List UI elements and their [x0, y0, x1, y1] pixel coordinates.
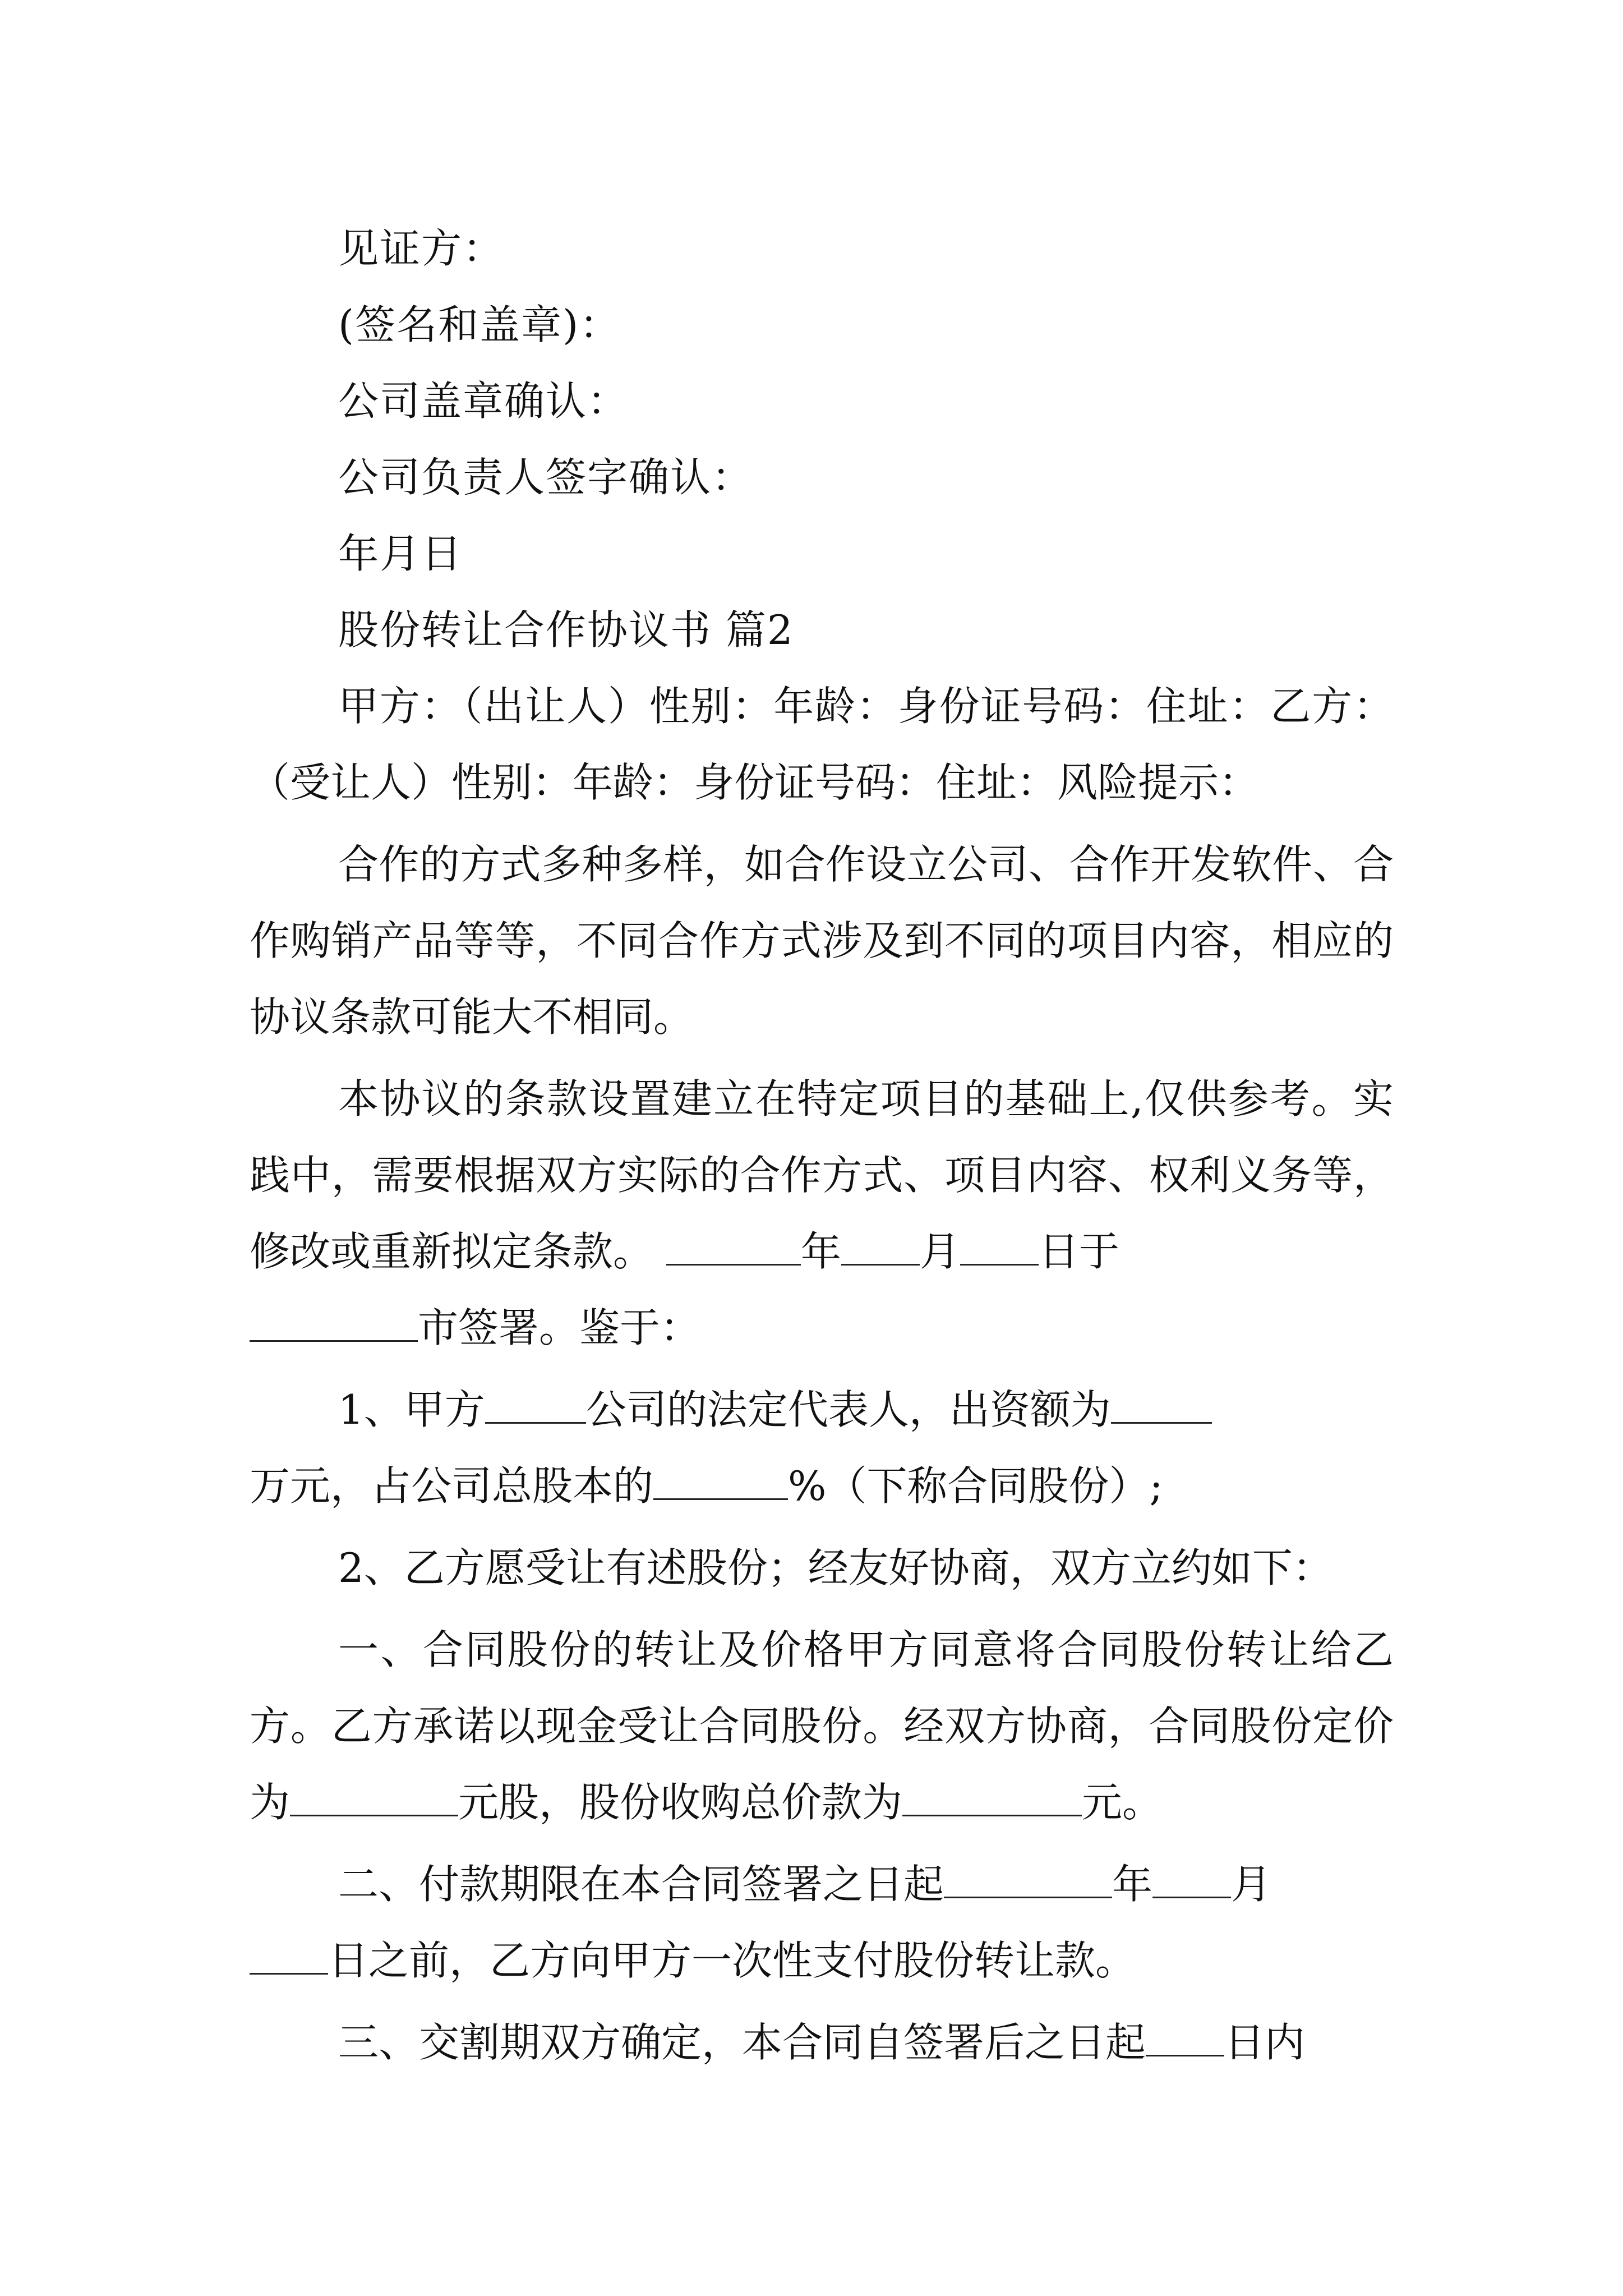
article-2-b: 年: [1112, 1861, 1153, 1908]
signature-seal-label: (签名和盖章)：: [338, 301, 621, 348]
city-signed-text: 市签署。鉴于：: [418, 1304, 701, 1351]
clause-1-c: 万元，占公司总股本的: [250, 1462, 654, 1510]
article-3-paragraph: [250, 2004, 1394, 2081]
capital-blank: [1111, 1383, 1212, 1424]
delivery-days-blank: [1146, 2016, 1224, 2056]
month-text: 月: [919, 1228, 960, 1275]
parties-paragraph: 甲方：（出让人）性别：年龄：身份证号码：住址：乙方：（受让人）性别：年龄：身份证号码：住址：风险提示：: [250, 683, 1394, 806]
section-title: 股份转让合作协议书 篇2: [338, 606, 794, 654]
price-per-share-blank: [290, 1775, 458, 1816]
payment-day-blank: [250, 1934, 328, 1975]
article-2-c: 月: [1231, 1861, 1272, 1908]
date-label: 年月日: [338, 530, 463, 577]
article-2-d: 日之前，乙方向甲方一次性支付股份转让款。: [328, 1937, 1136, 1984]
reference-text: 本协议的条款设置建立在特定项目的基础上,仅供参考。实践中，需要根据双方实际的合作方式、项目内容、权利义务等，修改或重新拟定条款。: [250, 1075, 1394, 1275]
article-2-paragraph: [250, 1846, 1394, 1999]
company-seal-label: 公司盖章确认：: [338, 378, 629, 425]
article-1-a: 一、合同股份的转让及价格甲方同意将合同股份转让给乙方。乙方承诺以现金受让合同股份。经双方协商，合同股份定价为: [250, 1626, 1394, 1826]
percent-blank: [653, 1459, 788, 1500]
payment-year-blank: [944, 1857, 1112, 1898]
article-1-paragraph: [250, 1612, 1394, 1841]
article-2-a: 二、付款期限在本合同签署之日起: [338, 1861, 944, 1908]
clause-2-paragraph: 2、乙方愿受让有述股份；经友好协商，双方立约如下：: [338, 1544, 1333, 1591]
month-blank: [841, 1225, 920, 1266]
clause-1-a: 1、甲方: [338, 1386, 485, 1433]
clause-1-paragraph: [250, 1372, 1394, 1524]
article-1-c: 元。: [1082, 1779, 1163, 1826]
article-3-a: 三、交割期双方确定，本合同自签署后之日起: [338, 2019, 1146, 2066]
total-price-blank: [902, 1775, 1082, 1816]
day-blank: [960, 1225, 1039, 1266]
reference-paragraph: [250, 1061, 1394, 1366]
clause-1-d: %（下称合同股份）;: [788, 1462, 1163, 1510]
day-at-text: 日于: [1038, 1228, 1119, 1275]
company-blank: [485, 1383, 586, 1424]
document-body: [250, 210, 1394, 2081]
year-blank: [666, 1225, 801, 1266]
witness-label: 见证方：: [338, 225, 505, 272]
clause-1-b: 公司的法定代表人，出资额为: [585, 1386, 1111, 1433]
risk-paragraph: 合作的方式多种多样，如合作设立公司、合作开发软件、合作购销产品等等，不同合作方式涉及到不同的项目内容，相应的协议条款可能大不相同。: [250, 841, 1394, 1041]
city-blank: [250, 1301, 418, 1342]
payment-month-blank: [1152, 1857, 1231, 1898]
article-3-b: 日内: [1224, 2019, 1306, 2066]
company-head-signature-label: 公司负责人签字确认：: [338, 454, 754, 501]
year-text: 年: [800, 1228, 841, 1275]
article-1-b: 元股，股份收购总价款为: [458, 1779, 903, 1826]
